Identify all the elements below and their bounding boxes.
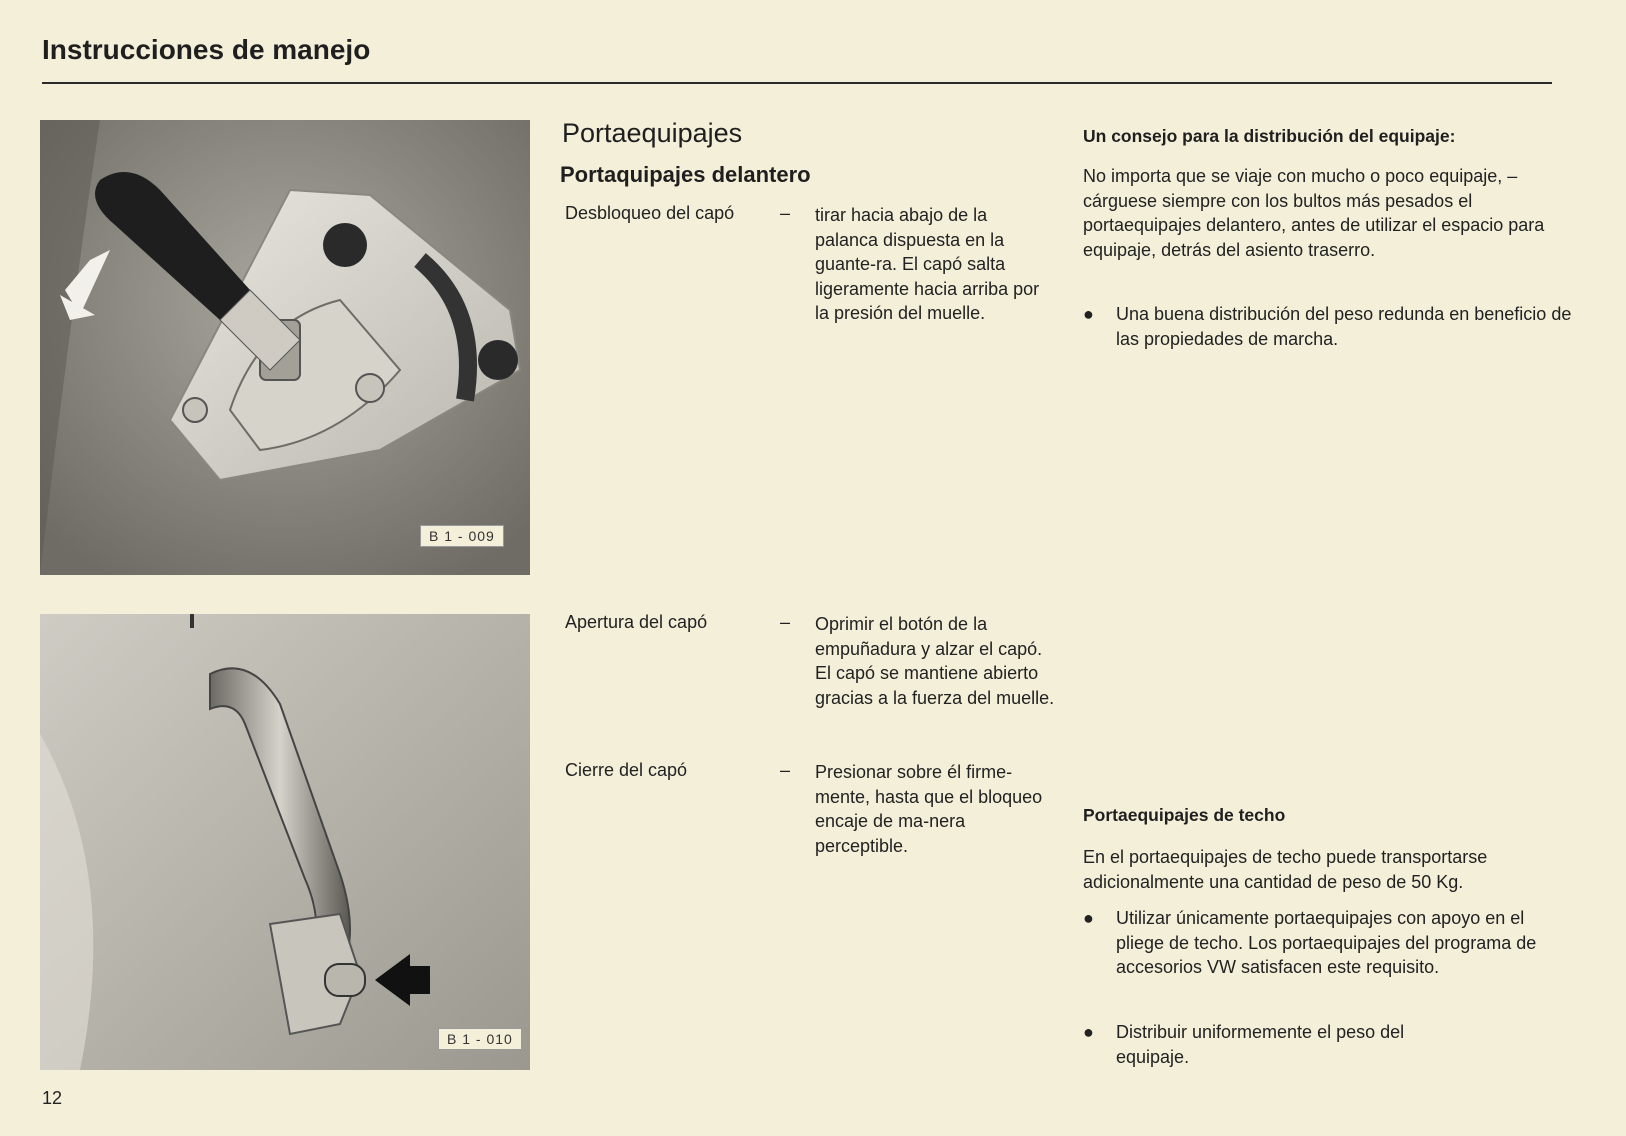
section-title: Portaequipajes — [562, 118, 743, 148]
instruction-dash: – — [780, 203, 791, 223]
section-subtitle: Portaquipajes delantero — [560, 162, 811, 187]
tip-title: Un consejo para la distribución del equipaje: — [1083, 126, 1456, 146]
instruction-text-close: Presionar sobre él firme-mente, hasta que el bloqueo encaje de ma-nera perceptible. — [815, 762, 1043, 856]
bullet-text: Utilizar únicamente portaequipajes con apoyo en el pliege de techo. Los portaequipajes del programa de accesorios VW satisfacen este requisito. — [1116, 908, 1537, 978]
tip-paragraph: No importa que se viaje con mucho o poco equipaje, – cárguese siempre con los bultos más pesados el portaequipajes delantero, antes de utilizar el espacio para equipaje, detrás del asiento traserro. — [1083, 166, 1545, 260]
hood-release-photo — [40, 120, 530, 575]
hood-handle-illustration — [40, 614, 530, 1070]
hood-handle-photo — [40, 614, 530, 1070]
roof-bullet-item — [1083, 1020, 1583, 1070]
bullet-icon: ● — [1083, 304, 1094, 324]
roof-rack-paragraph: En el portaequipajes de techo puede transportarse adicionalmente una cantidad de peso de 50 Kg. — [1083, 847, 1488, 892]
bullet-text: Una buena distribución del peso redunda en beneficio de las propiedades de marcha. — [1116, 304, 1572, 349]
tip-bullet-item — [1083, 302, 1583, 352]
instruction-dash: – — [780, 612, 791, 632]
page-header-title: Instrucciones de manejo — [42, 34, 371, 65]
bullet-text: Distribuir uniformemente el peso del equipaje. — [1116, 1022, 1405, 1067]
instruction-label-release: Desbloqueo del capó — [565, 203, 735, 223]
instruction-text-open: Oprimir el botón de la empuñadura y alzar el capó. El capó se mantiene abierto gracias a la fuerza del muelle. — [815, 614, 1055, 708]
photo-code-label: B 1 - 010 — [438, 1028, 522, 1050]
header-rule — [42, 82, 1552, 84]
instruction-dash: – — [780, 760, 791, 780]
instruction-label-close: Cierre del capó — [565, 760, 688, 780]
page-number: 12 — [42, 1088, 63, 1108]
roof-bullet-item — [1083, 906, 1583, 1006]
bullet-icon: ● — [1083, 908, 1094, 928]
bullet-icon: ● — [1083, 1022, 1094, 1042]
hood-release-illustration — [40, 120, 530, 575]
instruction-text-release: tirar hacia abajo de la palanca dispuesta en la guante-ra. El capó salta ligeramente hacia arriba por la presión del muelle. — [815, 205, 1040, 324]
roof-rack-title: Portaequipajes de techo — [1083, 805, 1286, 825]
instruction-label-open: Apertura del capó — [565, 612, 708, 632]
photo-code-label: B 1 - 009 — [420, 525, 504, 547]
